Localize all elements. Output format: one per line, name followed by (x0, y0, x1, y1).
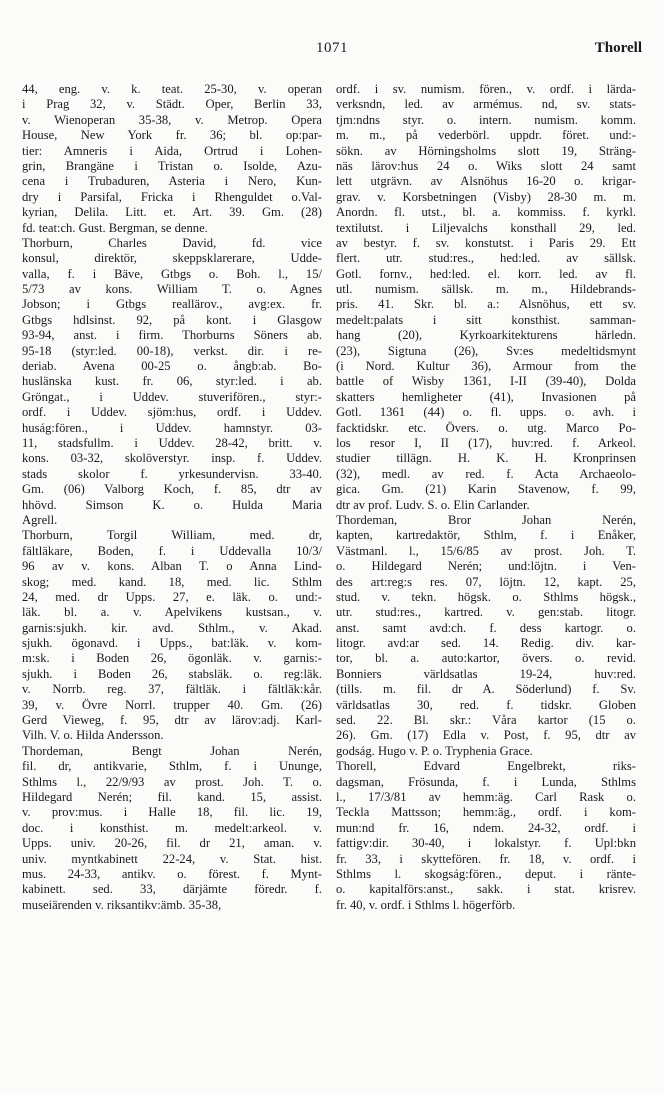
text-line: pris. 41. Skr. bl. a.: Alsnöhus, ett sv. (336, 297, 636, 312)
text-line: o. Hildegard Nerén; und:löjtn. i Ven- (336, 559, 636, 574)
text-line: v. Wienoperan 35-38, v. Metrop. Opera (22, 112, 322, 127)
text-line: battle of Wisby 1361, I-II (39-40), Dolda (336, 374, 636, 389)
text-line: Gotl. 1361 (44) o. fl. upps. o. avh. i (336, 405, 636, 420)
text-line: textilutst. i Liljevalchs konsthall 29, led. (336, 220, 636, 235)
text-line: Gerd Vieweg, f. 95, dtr av lärov:adj. Karl- (22, 713, 322, 728)
text-line: flert. utr. stud:res., hed:led. av sällsk. (336, 251, 636, 266)
text-line: hhövd. Simson K. o. Hulda Maria (22, 497, 322, 512)
text-line: mus. 24-33, antikv. o. förest. f. Mynt- (22, 866, 322, 881)
text-line: univ. myntkabinett 22-24, v. Stat. hist. (22, 851, 322, 866)
text-line: dry i Parsifal, Fricka i Rhenguldet o.Val- (22, 189, 322, 204)
page-header (22, 40, 642, 64)
text-line: av bestyr. f. sv. konstutst. i Paris 29. Ett (336, 235, 636, 250)
text-line: fd. teat:ch. Gust. Bergman, se denne. (22, 220, 208, 235)
text-line: House, New York fr. 36; bl. op:par- (22, 128, 322, 143)
text-line: Agrell. (22, 512, 58, 527)
text-line: kons. 03-32, skolöverstyr. insp. f. Uddev. (22, 451, 322, 466)
right-column (336, 82, 636, 913)
text-line: mun:nd fr. 16, ndem. 24-32, ordf. i (336, 820, 636, 835)
text-line: cena i Trubaduren, Asteria i Nero, Kun- (22, 174, 322, 189)
text-line: tier: Amneris i Aida, Ortrud i Lohen- (22, 143, 322, 158)
text-line: (tills. m. fil. dr A. Söderlund) f. Sv. (336, 682, 636, 697)
text-line: 11, stadsfullm. i Uddev. 28-42, britt. v. (22, 435, 322, 450)
text-line: facktidskr. etc. Övers. o. utg. Marco Po- (336, 420, 636, 435)
text-line: sökn. av Hörningsholms slott 19, Sträng- (336, 143, 636, 158)
text-line: Anordn. fl. utst., bl. a. kommiss. f. kyrkl. (336, 205, 636, 220)
page-number: 1071 (316, 40, 348, 56)
text-line: Upps. univ. 20-26, fil. dr 21, aman. v. (22, 836, 322, 851)
text-line: hang (20), Kyrkoarkitekturens härledn. (336, 328, 636, 343)
text-line: dagsman, Frösunda, f. i Lunda, Sthlms (336, 774, 636, 789)
text-line: Vilh. V. o. Hilda Andersson. (22, 728, 164, 743)
text-line: näs lärov:hus 24 o. Wiks slott 24 samt (336, 158, 636, 173)
entry-heading-line: Thordeman, Bror Johan Nerén, (336, 512, 636, 527)
text-line: ordf. i sv. numism. fören., v. ordf. i lärda- (336, 82, 636, 96)
entry-heading-line: Thorburn, Charles David, fd. vice (22, 235, 322, 250)
text-line: skog; med. kand. 18, med. lic. Sthlm (22, 574, 322, 589)
text-line: huslänska kust. fr. 06, styr:led. i ab. (22, 374, 322, 389)
text-line: utr. stud:res., kartred. v. gen:stab. litogr. (336, 605, 636, 620)
text-line: utl. numism. sällsk. m. m., Hildebrands- (336, 282, 636, 297)
text-line: 5/73 av kons. William T. o. Agnes (22, 282, 322, 297)
text-line: (23), Sigtuna (26), Sv:es medeltidsmynt (336, 343, 636, 358)
text-line: Bonniers världsatlas 19-24, huv:red. (336, 666, 636, 681)
text-line: Västmanl. l., 15/6/85 av prost. Joh. T. (336, 543, 636, 558)
text-line: fil. dr, antikvarie, Sthlm, f. i Ununge, (22, 759, 322, 774)
text-line: 44, eng. v. k. teat. 25-30, v. operan (22, 82, 322, 96)
text-line: godság. Hugo v. P. o. Tryphenia Grace. (336, 743, 533, 758)
text-line: m:sk. i Boden 26, ögonläk. v. garnis:- (22, 651, 322, 666)
text-line: 96 av v. kons. Alban T. o Anna Lind- (22, 559, 322, 574)
text-line: Gm. (06) Valborg Koch, f. 85, dtr av (22, 482, 322, 497)
entry-heading-line: Thordeman, Bengt Johan Nerén, (22, 743, 322, 758)
text-line: v. prov:mus. i Halle 18, fil. lic. 19, (22, 805, 322, 820)
text-line: sjukh. ögonavd. i Upps., bat:läk. v. kom- (22, 636, 322, 651)
text-line: kapten, kartredaktör, Sthlm, f. i Enåker, (336, 528, 636, 543)
text-line: los resor I, II (17), huv:red. f. Arkeol. (336, 435, 636, 450)
text-line: lett utgrävn. av Alsnöhus 16-20 o. krigar- (336, 174, 636, 189)
text-line: 95-18 (styr:led. 00-18), verkst. dir. i re- (22, 343, 322, 358)
text-line: 26). Gm. (17) Edla v. Post, f. 95, dtr av (336, 728, 636, 743)
text-line: fattigv:dir. 30-40, i lokalstyr. f. Upl:bkn (336, 836, 636, 851)
text-line: fr. 40, v. ordf. i Sthlms l. högerförb. (336, 897, 516, 912)
text-line: skatters hemligheter (41), Invasionen på (336, 389, 636, 404)
text-line: valla, f. i Bäve, Gtbgs o. Boh. l., 15/ (22, 266, 322, 281)
entry-heading-line: Thorell, Edvard Engelbrekt, riks- (336, 759, 636, 774)
text-line: Teckla Mattsson; hemm:äg., ordf. i kom- (336, 805, 636, 820)
text-line: grin, Brangäne i Tristan o. Isolde, Azu- (22, 158, 322, 173)
text-line: sjukh. i Boden 26, stabsläk. o. reg:läk. (22, 666, 322, 681)
text-line: Gotl. fornv., hed:led. el. korr. led. av fl. (336, 266, 636, 281)
text-line: 93-94, anst. i firm. Thorburns Söners ab. (22, 328, 322, 343)
text-line: fältläkare, Boden, f. i Uddevalla 10/3/ (22, 543, 322, 558)
text-line: sed. 22. Bl. skr.: Våra kartor (15 o. (336, 713, 636, 728)
text-line: gica. Gm. (21) Karin Stavenow, f. 99, (336, 482, 636, 497)
text-line: studier tillägn. H. K. H. Kronprinsen (336, 451, 636, 466)
text-line: (i Nord. Kultur 36), Armour from the (336, 359, 636, 374)
text-line: Sthlms l. skogság:fören., deput. i ränte- (336, 866, 636, 881)
text-line: Sthlms l., 22/9/93 av prost. Joh. T. o. (22, 774, 322, 789)
entry-heading-line: Thorburn, Torgil William, med. dr, (22, 528, 322, 543)
text-line: läk. bl. a. v. Apelvikens kustsan., v. (22, 605, 322, 620)
text-line: litogr. avd:ar sed. 14. Redig. div. kar- (336, 636, 636, 651)
text-line: tor, bl. a. auto:kartor, övers. o. revid. (336, 651, 636, 666)
text-line: verksndn, led. av armémus. nd, sv. stats- (336, 97, 636, 112)
text-line: ordf. i Uddev. sjöm:hus, ordf. i Uddev. (22, 405, 322, 420)
text-line: medelt:palats i sitt konsthist. samman- (336, 312, 636, 327)
text-line: grav. v. Korsbetningen (Visby) 28-30 m. m. (336, 189, 636, 204)
text-line: doc. i konsthist. m. medelt:arkeol. v. (22, 820, 322, 835)
left-column (22, 82, 322, 913)
text-line: konsul, direktör, skeppsklarerare, Udde- (22, 251, 322, 266)
text-line: anst. samt avd:ch. f. dess kartogr. o. (336, 620, 636, 635)
text-line: i Prag 32, v. Städt. Oper, Berlin 33, (22, 97, 322, 112)
text-line: världsatlas 30, red. f. tidskr. Globen (336, 697, 636, 712)
text-line: des art:reg:s res. 07, löjtn. 12, kapt. 25, (336, 574, 636, 589)
text-line: stud. v. tekn. högsk. o. Sthlms högsk., (336, 589, 636, 604)
text-line: dtr av prof. Ludv. S. o. Elin Carlander. (336, 497, 530, 512)
text-line: l., 17/3/81 av hemm:äg. Carl Rask o. (336, 789, 636, 804)
text-line: garnis:sjukh. kir. avd. Sthlm., v. Akad. (22, 620, 322, 635)
text-line: Gtbgs hdlsinst. 92, på kont. i Glasgow (22, 312, 322, 327)
text-line: (32), medl. av red. f. Acta Archaeolo- (336, 466, 636, 481)
text-line: kabinett. sed. 33, därjämte föredr. f. (22, 882, 322, 897)
text-line: fr. 33, i skyttefören. fr. 18, v. ordf. i (336, 851, 636, 866)
running-head: Thorell (594, 40, 642, 56)
text-line: stads skolor f. yrkesundervisn. 33-40. (22, 466, 322, 481)
text-line: 39, v. Övre Norrl. trupper 40. Gm. (26) (22, 697, 322, 712)
text-line: tjm:ndns styr. o. intern. numism. komm. (336, 112, 636, 127)
text-line: Hildegard Nerén; fil. kand. 15, assist. (22, 789, 322, 804)
text-line: kyrian, Delila. Litt. et. Art. 39. Gm. (28) (22, 205, 322, 220)
text-line: deriab. Avena 00-25 o. ångb:ab. Bo- (22, 359, 322, 374)
text-line: 24, med. dr Upps. 27, e. läk. o. und:- (22, 589, 322, 604)
text-line: m. m., på vederbörl. uppdr. föret. und:- (336, 128, 636, 143)
text-line: museiärenden v. riksantikv:ämb. 35-38, (22, 897, 222, 912)
text-line: v. Norrb. reg. 37, fältläk. i fältläk:kår. (22, 682, 322, 697)
text-line: huság:fören., i Uddev. hamnstyr. 03- (22, 420, 322, 435)
text-line: Jobson; i Gtbgs reallärov., avg:ex. fr. (22, 297, 322, 312)
text-line: Gröngat., i Uddev. stuverifören., styr:- (22, 389, 322, 404)
text-line: o. kapitalförs:anst., sakk. i stat. krisrev. (336, 882, 636, 897)
